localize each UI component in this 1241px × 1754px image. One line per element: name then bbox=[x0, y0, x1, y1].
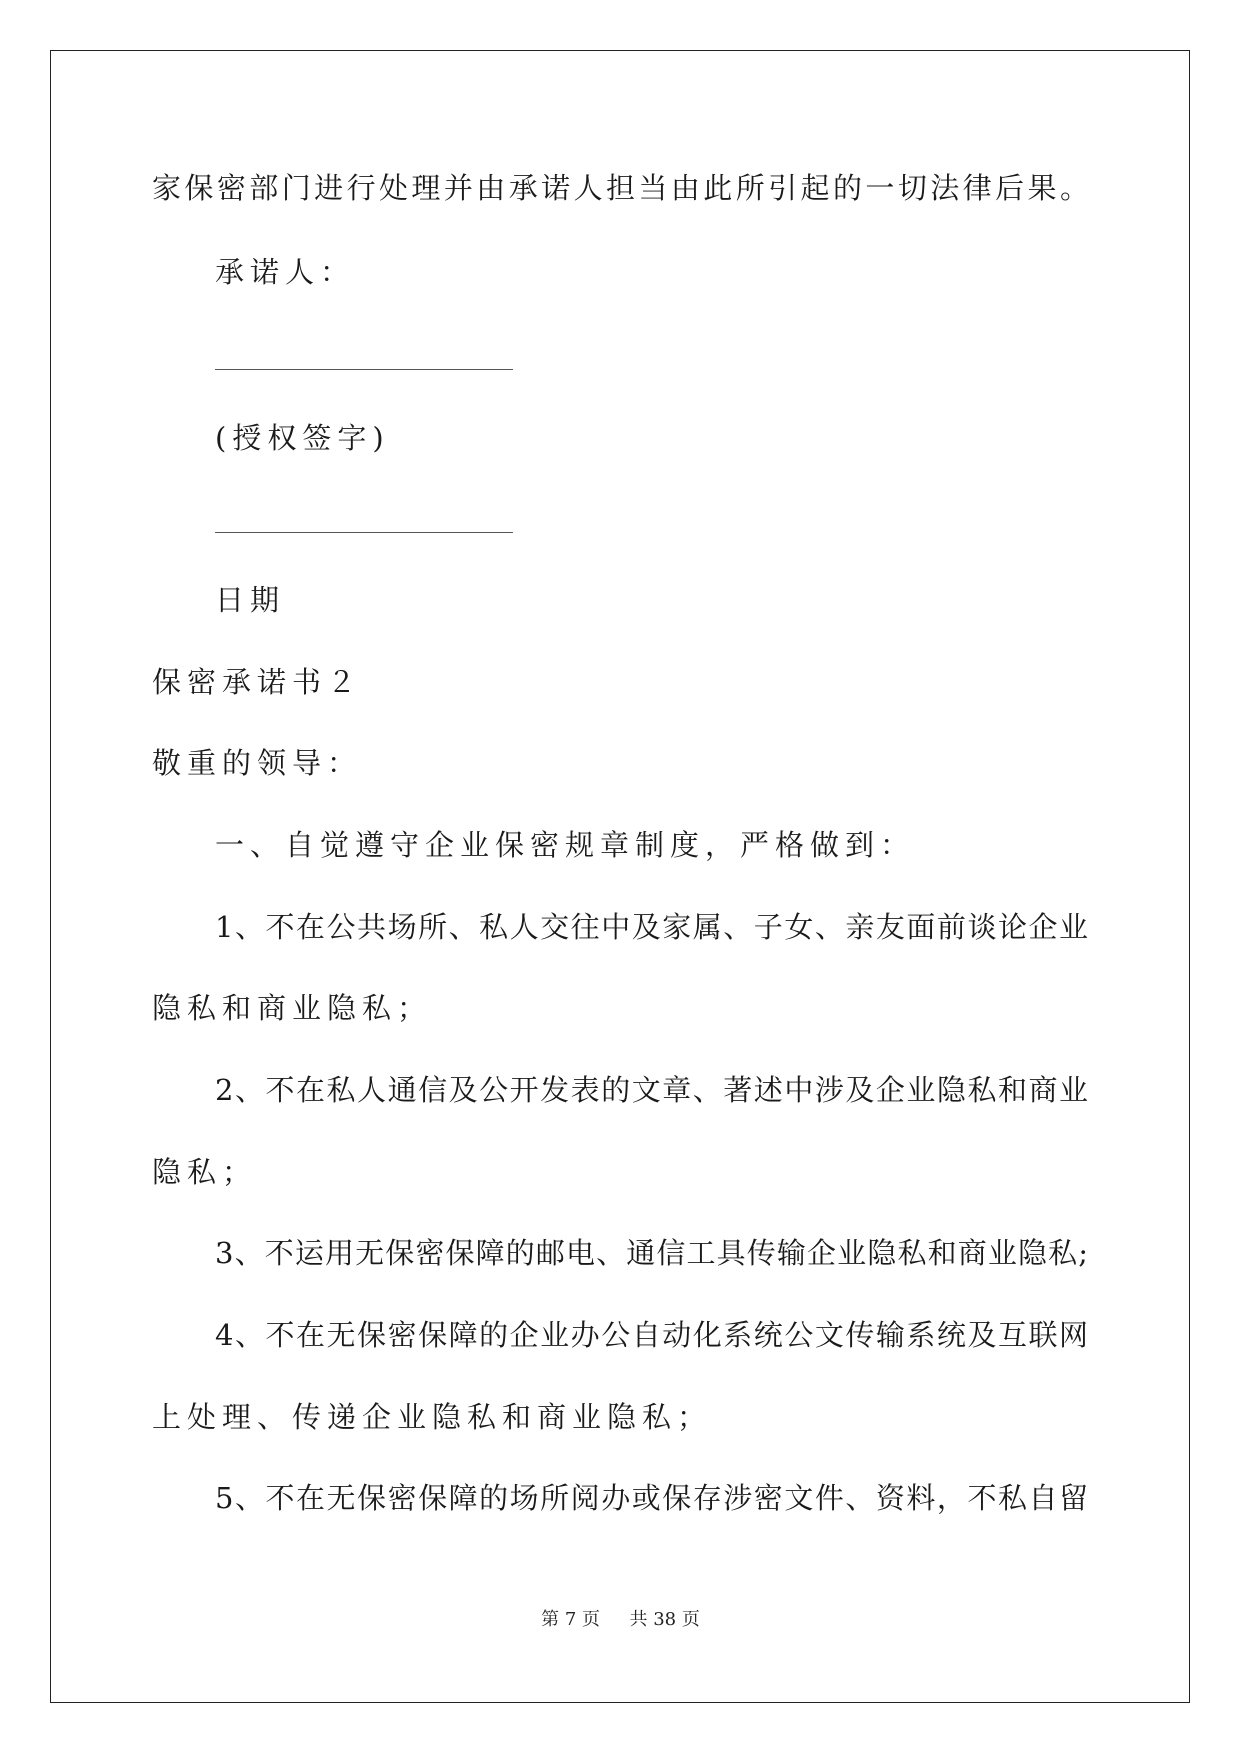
body-text-line: 1、不在公共场所、私人交往中及家属、子女、亲友面前谈论企业 bbox=[215, 910, 1088, 944]
date-label: 日期 bbox=[215, 583, 286, 617]
section-title: 保密承诺书２ bbox=[152, 665, 363, 699]
authorized-signature-label: (授权签字) bbox=[215, 421, 390, 455]
date-blank-line bbox=[215, 532, 513, 533]
promisor-label: 承诺人： bbox=[215, 255, 356, 289]
body-text-line: 隐私和商业隐私； bbox=[152, 991, 433, 1025]
body-text-line: 上处理、传递企业隐私和商业隐私； bbox=[152, 1400, 713, 1434]
signature-blank-line bbox=[215, 369, 513, 370]
body-text-line: 5、不在无保密保障的场所阅办或保存涉密文件、资料，不私自留 bbox=[215, 1481, 1088, 1515]
total-pages: 共 38 页 bbox=[629, 1609, 700, 1630]
page-number: 第 7 页 bbox=[541, 1609, 601, 1630]
salutation: 敬重的领导： bbox=[152, 746, 363, 780]
body-text-line: 家保密部门进行处理并由承诺人担当由此所引起的一切法律后果。 bbox=[152, 171, 1089, 205]
body-text-line: 3、不运用无保密保障的邮电、通信工具传输企业隐私和商业隐私; bbox=[215, 1236, 1088, 1270]
body-text-line: 2、不在私人通信及公开发表的文章、著述中涉及企业隐私和商业 bbox=[215, 1073, 1088, 1107]
page-footer bbox=[0, 1605, 1241, 1631]
page-frame bbox=[50, 50, 1190, 1703]
body-text-line: 隐私； bbox=[152, 1155, 258, 1189]
body-text-line: 4、不在无保密保障的企业办公自动化系统公文传输系统及互联网 bbox=[215, 1318, 1088, 1352]
body-text-line: 一、自觉遵守企业保密规章制度，严格做到： bbox=[215, 828, 916, 862]
